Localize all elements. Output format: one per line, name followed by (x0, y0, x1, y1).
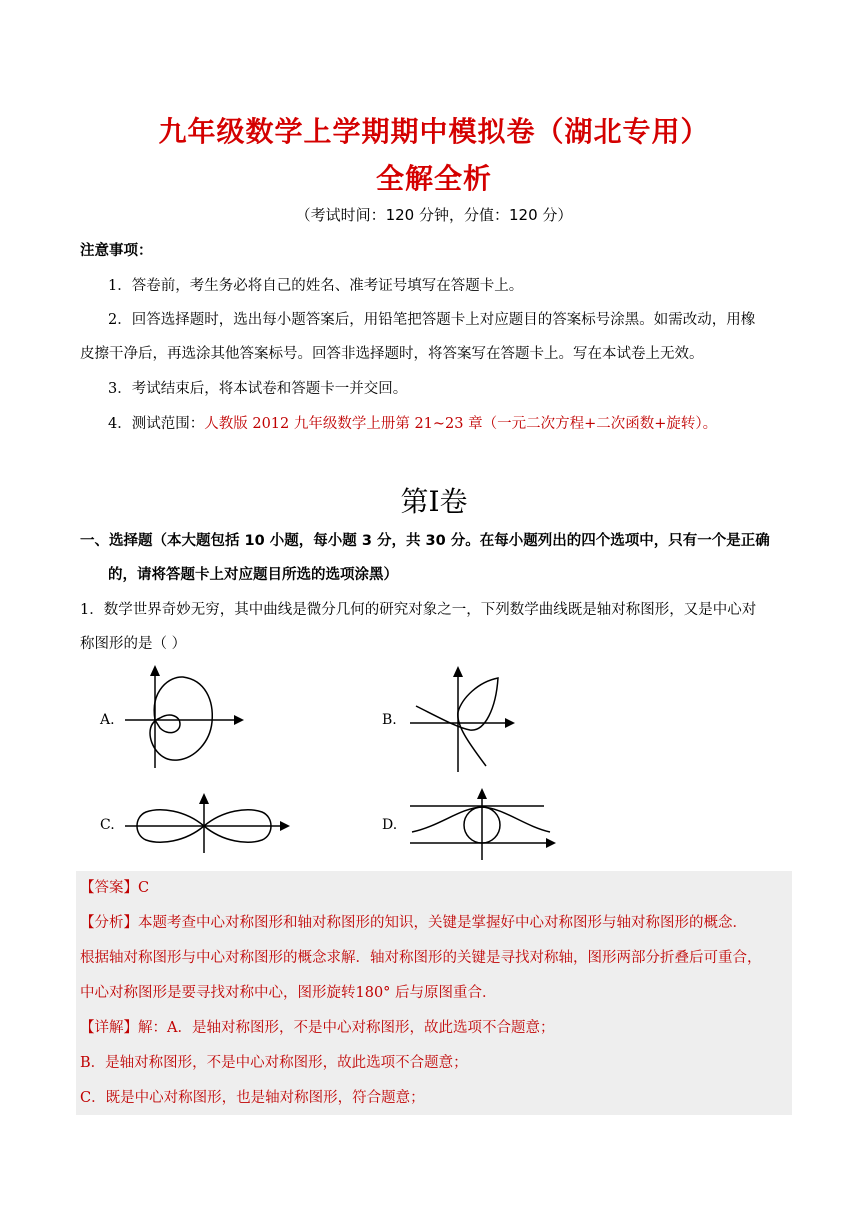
exam-info: （考试时间：120 分钟，分值：120 分） (295, 206, 573, 224)
solution-detail-line-3: C．既是中心对称图形，也是轴对称图形，符合题意； (80, 1090, 425, 1106)
option-b-label: B. (382, 712, 397, 728)
solution-analysis-line-1: 【分析】本题考查中心对称图形和轴对称图形的知识，关键是掌握好中心对称图形与轴对称图形的概念． (80, 915, 747, 931)
solution-analysis-line-3: 中心对称图形是要寻找对称中心，图形旋转180° 后与原图重合． (80, 985, 497, 1001)
solution-answer: 【答案】C (80, 880, 150, 896)
notice-item-2-line-1: 2．回答选择题时，选出每小题答案后，用铅笔把答题卡上对应题目的答案标号涂黑。如需改动，用橡 (108, 312, 756, 328)
question-1-stem-line-2: 称图形的是（ ） (80, 636, 187, 652)
option-d-x-arrow (546, 838, 556, 848)
question-1-stem-line-1: 1．数学世界奇妙无穷，其中曲线是微分几何的研究对象之一，下列数学曲线既是轴对称图形，又是中心对 (80, 602, 757, 618)
paper-subtitle: 全解全析 (375, 162, 492, 195)
part1-instructions-line-1: 一、选择题（本大题包括 10 小题，每小题 3 分，共 30 分。在每小题列出的四个选项中，只有一个是正确 (80, 533, 770, 549)
option-d-y-arrow (477, 788, 487, 799)
part1-instructions-line-2: 的，请将答题卡上对应题目所选的选项涂黑） (108, 567, 398, 583)
volume-title: 第I卷 (400, 485, 468, 518)
option-a-label: A. (100, 712, 115, 728)
notice-item-3: 3．考试结束后，将本试卷和答题卡一并交回。 (108, 381, 408, 397)
option-c-label: C. (100, 817, 115, 833)
notice-item-2-line-2: 皮擦干净后，再选涂其他答案标号。回答非选择题时，将答案写在答题卡上。写在本试卷上无效。 (80, 346, 704, 362)
solution-analysis-line-2: 根据轴对称图形与中心对称图形的概念求解．轴对称图形的关键是寻找对称轴，图形两部分折叠后可重合， (80, 950, 762, 966)
notice-heading: 注意事项： (80, 243, 153, 259)
notice-item-1: 1．答卷前，考生务必将自己的姓名、准考证号填写在答题卡上。 (108, 278, 524, 294)
option-d-curve (412, 807, 550, 832)
notice-item-4-prefix: 4．测试范围： (108, 416, 205, 432)
notice-item-4-scope: 人教版 2012 九年级数学上册第 21~23 章（一元二次方程+二次函数+旋转）。 (204, 416, 718, 432)
option-d-label: D. (382, 817, 398, 833)
solution-detail-line-1: 【详解】解：A．是轴对称图形，不是中心对称图形，故此选项不合题意； (80, 1020, 555, 1036)
paper-title: 九年级数学上学期期中模拟卷（湖北专用） (158, 115, 710, 148)
solution-detail-line-2: B．是轴对称图形，不是中心对称图形，故此选项不合题意； (80, 1055, 468, 1071)
